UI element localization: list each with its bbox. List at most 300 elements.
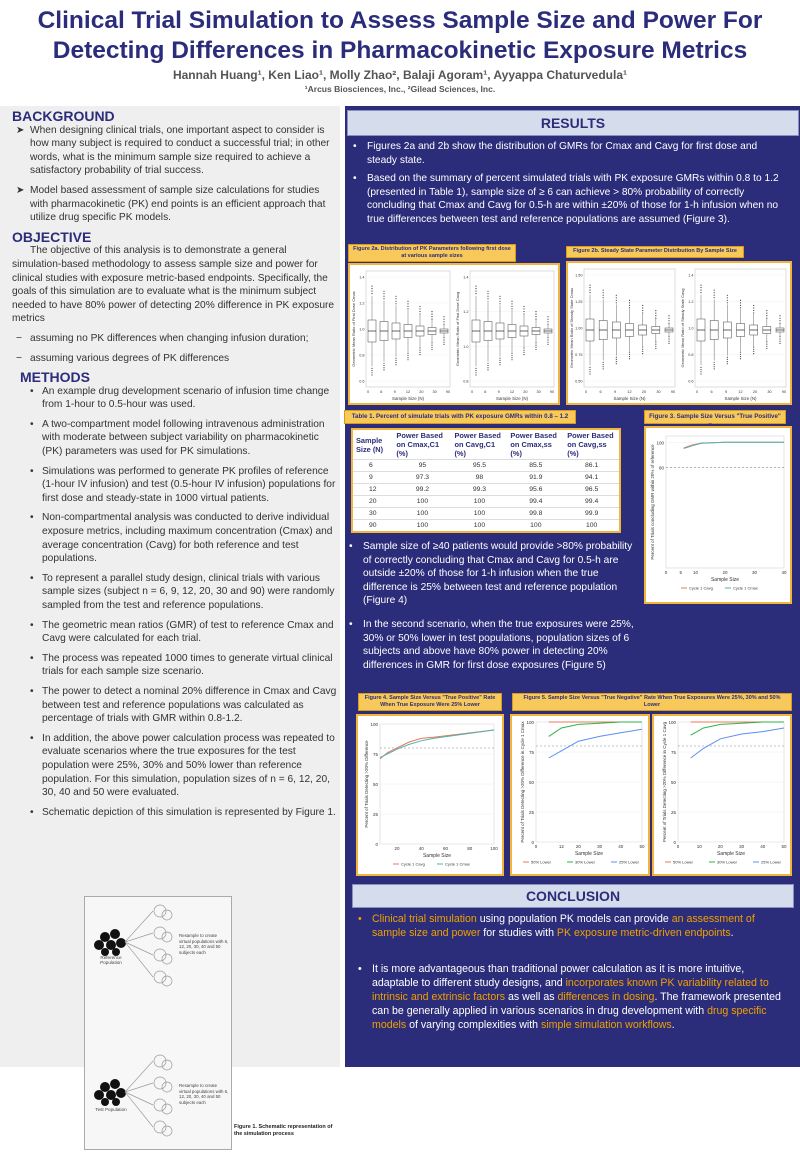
table-cell: 100	[507, 520, 564, 533]
figure2a-caption: Figure 2a. Distribution of PK Parameters following first dose at various sample sizes	[348, 244, 516, 262]
table-cell: 100	[451, 508, 507, 520]
outlier-point	[629, 305, 630, 306]
poster-header	[0, 0, 800, 100]
outlier-point	[535, 349, 536, 350]
table-cell: 98	[451, 472, 507, 484]
outlier-point	[589, 367, 590, 368]
y-tick-label: 25	[670, 810, 676, 815]
figure2a-boxplots	[350, 265, 558, 403]
outlier-point	[779, 323, 780, 324]
outlier-point	[419, 347, 420, 348]
table-cell: 20	[352, 496, 393, 508]
legend-label: 25% Lower	[761, 859, 782, 865]
outlier-point	[642, 312, 643, 313]
y-tick-label: 100	[668, 720, 676, 725]
outlier-point	[779, 315, 780, 316]
outlier-point	[753, 310, 754, 311]
methods-item	[12, 685, 338, 726]
outlier-point	[487, 365, 488, 366]
outlier-point	[523, 311, 524, 312]
outlier-point	[523, 352, 524, 353]
outlier-point	[766, 310, 767, 311]
x-tick-label: 20	[752, 390, 758, 394]
outlier-point	[714, 362, 715, 363]
outlier-point	[523, 350, 524, 351]
methods-item	[12, 572, 338, 613]
outlier-point	[419, 308, 420, 309]
outlier-point	[371, 370, 372, 371]
text-span: using population PK models can provide	[476, 913, 672, 925]
x-tick-label: 40	[418, 846, 424, 851]
outlier-point	[475, 370, 476, 371]
outlier-point	[779, 336, 780, 337]
table-cell: 99.9	[564, 508, 620, 520]
outlier-point	[443, 342, 444, 343]
table-cell: 95.6	[507, 484, 564, 496]
objective-item-text-2: assuming various degrees of PK differences	[30, 352, 230, 364]
outlier-point	[407, 303, 408, 304]
bullet-icon: •	[30, 732, 34, 744]
table-cell: 96.5	[564, 484, 620, 496]
background-section	[12, 110, 338, 825]
figure1-caption: Figure 1. Schematic representation of the simulation process	[234, 1124, 333, 1137]
x-tick-label: 20	[641, 390, 647, 394]
x-axis-label: Sample Size	[422, 853, 452, 859]
results-bullet-1	[353, 140, 787, 167]
outlier-point	[700, 371, 701, 372]
figure5b-panel	[652, 714, 792, 876]
y-axis-label: Percent of Trials concluding GMR within 20% of reference	[650, 444, 655, 560]
methods-text: The geometric mean ratios (GMR) of test to reference Cmax and Cavg were calculated for each trial.	[42, 619, 334, 645]
x-axis-label: Sample Size (N)	[496, 396, 528, 401]
outlier-point	[616, 295, 617, 296]
ref-virtual-populations-icon	[125, 905, 172, 986]
outlier-point	[475, 368, 476, 369]
text-span: It is more advantageous than traditional power calculation as it is more intuitive, adaptable to different study designs, and	[372, 963, 745, 989]
y-tick-label: 0.8	[359, 353, 365, 358]
outlier-point	[700, 292, 701, 293]
table1-header: Power Based on Cmax,ss (%)	[507, 429, 564, 460]
outlier-point	[740, 352, 741, 353]
outlier-point	[766, 346, 767, 347]
legend-label: Cycle 1 Cavg	[689, 585, 713, 591]
outlier-point	[629, 354, 630, 355]
outlier-point	[431, 345, 432, 346]
legend-label: 25% Lower	[619, 859, 640, 865]
outlier-point	[766, 313, 767, 314]
outlier-point	[407, 353, 408, 354]
table1-header: Power Based on Cavg,ss (%)	[564, 429, 620, 460]
outlier-point	[407, 308, 408, 309]
outlier-point	[700, 367, 701, 368]
legend-label: 50% Lower	[673, 859, 694, 865]
outlier-point	[407, 301, 408, 302]
x-tick-label: 30	[739, 844, 745, 849]
test-population-label: Test Population	[95, 1107, 127, 1112]
methods-item	[12, 385, 338, 412]
outlier-point	[431, 316, 432, 317]
outlier-point	[753, 312, 754, 313]
outlier-point	[487, 293, 488, 294]
x-tick-label: 20	[394, 846, 400, 851]
x-axis-label: Sample Size	[716, 851, 746, 857]
results-bullet-2	[353, 172, 787, 226]
x-tick-label: 30	[536, 390, 541, 394]
outlier-point	[523, 354, 524, 355]
outlier-point	[407, 359, 408, 360]
y-tick-label: 0	[531, 840, 534, 845]
outlier-point	[475, 291, 476, 292]
table-row	[352, 520, 620, 533]
outlier-point	[668, 338, 669, 339]
outlier-point	[419, 354, 420, 355]
x-tick-label: 12	[627, 390, 632, 394]
outlier-point	[371, 372, 372, 373]
outlier-point	[371, 293, 372, 294]
x-tick-label: 90	[781, 390, 787, 394]
outlier-point	[535, 316, 536, 317]
x-tick-label: 30	[597, 844, 603, 849]
outlier-point	[431, 347, 432, 348]
x-tick-label: 6	[484, 390, 487, 394]
highlight: Clinical trial simulation	[372, 913, 477, 925]
outlier-point	[443, 319, 444, 320]
legend-label: 30% Lower	[717, 859, 738, 865]
outlier-point	[383, 367, 384, 368]
bullet-icon: •	[358, 963, 362, 975]
outlier-point	[753, 353, 754, 354]
affiliations: ¹Arcus Biosciences, Inc., ²Gilead Sciences, Inc.	[304, 84, 496, 94]
methods-item	[12, 652, 338, 679]
y-tick-label: 80	[658, 465, 664, 471]
outlier-point	[603, 368, 604, 369]
background-item	[12, 184, 338, 225]
text-span: as well as	[505, 991, 558, 1003]
table-cell: 100	[393, 496, 451, 508]
outlier-point	[714, 364, 715, 365]
y-tick-label: 1.0	[688, 326, 694, 331]
table-cell: 99.8	[507, 508, 564, 520]
outlier-point	[511, 357, 512, 358]
legend-label: Cycle 1 Cmax	[445, 861, 470, 867]
x-tick-label: 6	[710, 390, 713, 394]
methods-item	[12, 511, 338, 565]
outlier-point	[383, 365, 384, 366]
outlier-point	[616, 359, 617, 360]
resample-text-ref: Resample to create virtual populations with 6, 12, 20, 30, 40 and 50 subjects each	[179, 933, 229, 955]
outlier-point	[642, 346, 643, 347]
outlier-point	[603, 292, 604, 293]
results-bullet-4	[349, 618, 639, 672]
x-tick-label: 60	[442, 846, 448, 851]
outlier-point	[753, 307, 754, 308]
outlier-point	[727, 363, 728, 364]
outlier-point	[487, 369, 488, 370]
outlier-point	[766, 315, 767, 316]
x-axis-label: Sample Size (N)	[613, 396, 646, 401]
outlier-point	[535, 342, 536, 343]
outlier-point	[655, 348, 656, 349]
bullet-icon: •	[353, 173, 357, 184]
methods-item	[12, 619, 338, 646]
outlier-point	[655, 318, 656, 319]
x-axis-label: Sample Size (N)	[392, 396, 424, 401]
highlight: an assessment of sample size and power	[372, 913, 755, 939]
y-tick-label: 0.8	[688, 353, 694, 357]
x-tick-label: 20	[722, 570, 728, 575]
y-tick-label: 1.4	[359, 275, 365, 280]
outlier-point	[727, 295, 728, 296]
table-cell: 95	[393, 460, 451, 472]
bullet-icon: •	[353, 141, 357, 152]
table1-caption: Table 1. Percent of simulate trials with PK exposure GMRs within 0.8 – 1.2	[344, 410, 576, 424]
outlier-point	[535, 311, 536, 312]
outlier-point	[407, 306, 408, 307]
y-axis-label: Percent of Trials Detecting >20% Difference in Cycle 1 Cavg	[662, 721, 667, 843]
outlier-point	[779, 343, 780, 344]
table1	[351, 428, 621, 533]
outlier-point	[499, 364, 500, 365]
outlier-point	[642, 349, 643, 350]
outlier-point	[499, 362, 500, 363]
highlight: drug specific models	[372, 1005, 767, 1031]
y-tick-label: 1.00	[575, 326, 583, 331]
outlier-point	[475, 288, 476, 289]
arrow-bullet-icon: ➤	[16, 124, 25, 136]
figure5b-chart	[654, 716, 790, 874]
methods-item	[12, 806, 338, 820]
bullet-icon: •	[30, 512, 34, 524]
y-tick-label: 0.50	[575, 379, 583, 384]
outlier-point	[547, 319, 548, 320]
x-tick-label: 0	[695, 390, 699, 394]
x-tick-label: 10	[696, 844, 702, 849]
methods-heading: METHODS	[20, 369, 90, 386]
x-tick-label: 40	[781, 570, 787, 575]
outlier-point	[753, 305, 754, 306]
table-row	[352, 472, 620, 484]
y-tick-label: 0.6	[359, 379, 365, 384]
text-span: . The framework presented can be generally applied in various scenarios in drug development with	[372, 991, 781, 1017]
bullet-icon: •	[30, 418, 34, 430]
x-tick-label: 90	[445, 390, 451, 394]
outlier-point	[603, 366, 604, 367]
outlier-point	[395, 296, 396, 297]
outlier-point	[547, 321, 548, 322]
x-tick-label: 0	[584, 390, 588, 394]
outlier-point	[419, 350, 420, 351]
outlier-point	[383, 291, 384, 292]
x-tick-label: 6	[380, 390, 383, 394]
outlier-point	[727, 361, 728, 362]
figure3-caption: Figure 3. Sample Size Versus "True Positive"	[644, 410, 786, 424]
outlier-point	[395, 303, 396, 304]
y-tick-label: 50	[528, 780, 534, 785]
outlier-point	[727, 300, 728, 301]
results-text-1: Figures 2a and 2b show the distribution of GMRs for Cmax and Cavg for first dose and steady state.	[367, 141, 758, 166]
y-tick-label: 1.2	[463, 310, 469, 315]
outlier-point	[487, 291, 488, 292]
outlier-point	[383, 298, 384, 299]
outlier-point	[475, 374, 476, 375]
outlier-point	[629, 352, 630, 353]
outlier-point	[419, 306, 420, 307]
table1-header: Power Based on Cmax,C1 (%)	[393, 429, 451, 460]
outlier-point	[371, 291, 372, 292]
highlight: PK exposure metric-driven endpoints	[556, 927, 731, 939]
x-tick-label: 6	[599, 390, 602, 394]
outlier-point	[419, 352, 420, 353]
conclusion-bullet-2	[358, 962, 786, 1032]
outlier-point	[487, 367, 488, 368]
outlier-point	[603, 364, 604, 365]
outlier-point	[407, 357, 408, 358]
figure4-chart	[358, 716, 502, 874]
outlier-point	[700, 285, 701, 286]
outlier-point	[383, 296, 384, 297]
text-span: .	[671, 1019, 675, 1031]
test-population-icon	[94, 1079, 126, 1106]
y-tick-label: 75	[528, 750, 534, 755]
y-tick-label: 0.6	[688, 379, 694, 384]
outlier-point	[629, 307, 630, 308]
y-tick-label: 1.4	[463, 275, 469, 280]
table-cell: 100	[451, 496, 507, 508]
outlier-point	[727, 297, 728, 298]
outlier-point	[395, 362, 396, 363]
background-text-1: When designing clinical trials, one important aspect to consider is how many subject is required to conduct a successful trial; in other words, what is the minimum sample size required to achieve a satisfactory probability of trial success.	[30, 124, 330, 177]
conclusion-heading: CONCLUSION	[352, 884, 794, 908]
outlier-point	[547, 337, 548, 338]
bullet-icon: •	[30, 619, 34, 631]
outlier-point	[714, 290, 715, 291]
conclusion-text-1	[372, 912, 786, 940]
outlier-point	[431, 319, 432, 320]
methods-item	[12, 465, 338, 506]
poster-title	[0, 6, 800, 66]
y-tick-label: 50	[372, 782, 378, 787]
outlier-point	[499, 358, 500, 359]
outlier-point	[431, 342, 432, 343]
y-tick-label: 100	[370, 722, 378, 727]
x-axis-label: Sample Size	[574, 851, 604, 857]
outlier-point	[603, 297, 604, 298]
outlier-point	[547, 342, 548, 343]
y-axis-label: Geometric Mean Ratio of First Dose Cmax	[351, 291, 356, 367]
text-span: of varying complexities with	[406, 1019, 541, 1031]
bullet-icon: •	[349, 541, 353, 552]
outlier-point	[383, 363, 384, 364]
outlier-point	[547, 324, 548, 325]
dash-bullet-icon: −	[16, 332, 22, 344]
table-cell: 100	[393, 520, 451, 533]
y-tick-label: 1.4	[688, 273, 694, 278]
outlier-point	[589, 290, 590, 291]
x-axis-label: Sample Size	[710, 577, 740, 583]
table-cell: 100	[451, 520, 507, 533]
arrow-bullet-icon: ➤	[16, 184, 25, 196]
outlier-point	[700, 290, 701, 291]
text-span: for studies with	[480, 927, 557, 939]
outlier-point	[700, 287, 701, 288]
outlier-point	[395, 360, 396, 361]
methods-text: A two-compartment model following intravenous administration with moderate between subject variability on pharmacokinetic (PK) parameters was used for PK simulations.	[42, 418, 325, 458]
outlier-point	[766, 318, 767, 319]
outlier-point	[419, 311, 420, 312]
methods-text: The power to detect a nominal 20% difference in Cmax and Cavg between test and reference populations was calculated as percentage of trials with GMR within 0.8-1.2.	[42, 685, 337, 725]
outlier-point	[487, 296, 488, 297]
table-cell: 100	[393, 508, 451, 520]
y-axis-label: Geometric Mean Ratio of Steady State Cavg	[680, 288, 685, 368]
highlight: differences in dosing	[557, 991, 655, 1003]
table1-header-row	[352, 429, 620, 460]
left-column	[0, 106, 340, 1137]
table-row	[352, 460, 620, 472]
outlier-point	[589, 369, 590, 370]
outlier-point	[668, 315, 669, 316]
outlier-point	[779, 341, 780, 342]
outlier-point	[727, 357, 728, 358]
figure2b-caption: Figure 2b. Steady State Parameter Distribution By Sample Size	[566, 246, 744, 258]
outlier-point	[547, 339, 548, 340]
outlier-point	[603, 295, 604, 296]
conclusion-text-2	[372, 962, 786, 1032]
outlier-point	[655, 313, 656, 314]
y-axis-label: Percent of Trials Detecting >20% Difference	[364, 740, 369, 828]
outlier-point	[779, 318, 780, 319]
x-tick-label: 20	[419, 390, 424, 394]
y-tick-label: 1.50	[575, 273, 583, 278]
outlier-point	[629, 358, 630, 359]
outlier-point	[668, 341, 669, 342]
outlier-point	[642, 351, 643, 352]
outlier-point	[603, 290, 604, 291]
y-axis-label: Percent of Trials Detecting >20% Difference in Cycle 1 Cmax	[520, 721, 525, 843]
outlier-point	[383, 369, 384, 370]
outlier-point	[766, 344, 767, 345]
figure5-caption: Figure 5. Sample Size Versus "True Negative" Rate When True Exposures Were 25%, 30% and 50% Lower	[512, 693, 792, 711]
outlier-point	[766, 341, 767, 342]
table-cell: 94.1	[564, 472, 620, 484]
outlier-point	[443, 339, 444, 340]
test-virtual-populations-icon	[125, 1055, 172, 1136]
table1-header: Power Based on Cavg,C1 (%)	[451, 429, 507, 460]
outlier-point	[535, 345, 536, 346]
y-tick-label: 1.0	[359, 327, 365, 332]
y-tick-label: 100	[656, 440, 664, 446]
results-text-3: Sample size of ≥40 patients would provide >80% probability of correctly concluding that Cmax and Cavg for 0.5-h are outside ±20% of those for 1-h infusion when the true difference is 25% between test and reference population (Figure 4)	[363, 541, 633, 607]
outlier-point	[371, 288, 372, 289]
figure3-panel	[644, 426, 792, 604]
figure3-chart	[646, 428, 790, 602]
x-tick-label: 12	[509, 390, 515, 394]
background-item	[12, 124, 338, 178]
x-tick-label: 20	[717, 844, 723, 849]
x-tick-label: 9	[724, 390, 728, 394]
methods-item	[12, 418, 338, 459]
reference-population-label: Reference Population	[100, 955, 122, 965]
outlier-point	[475, 286, 476, 287]
outlier-point	[443, 316, 444, 317]
outlier-point	[766, 348, 767, 349]
y-tick-label: 1.0	[463, 344, 469, 349]
outlier-point	[395, 298, 396, 299]
table-cell: 30	[352, 508, 393, 520]
outlier-point	[753, 346, 754, 347]
outlier-point	[395, 364, 396, 365]
methods-text: To represent a parallel study design, clinical trials with various sample sizes (subject n = 6, 9, 12, 20, 30 and 90) were randomly sampled from the test and reference populations.	[42, 572, 335, 611]
outlier-point	[589, 371, 590, 372]
